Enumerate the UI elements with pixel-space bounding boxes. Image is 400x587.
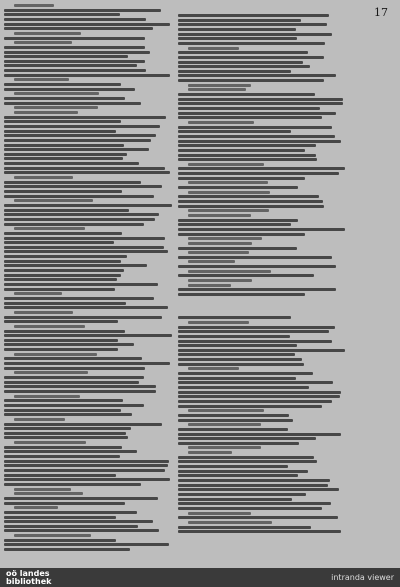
directory-entry-line	[178, 414, 289, 417]
directory-entry-line	[178, 98, 343, 101]
directory-entry-line	[178, 381, 333, 384]
directory-entry-line	[4, 209, 129, 212]
directory-entry-line	[178, 465, 288, 468]
directory-entry-line	[188, 521, 272, 524]
directory-entry-line	[178, 200, 323, 203]
viewer-footer	[0, 568, 400, 587]
directory-entry-line	[178, 265, 336, 268]
directory-entry-line	[178, 428, 288, 431]
directory-entry-line	[4, 413, 132, 416]
directory-entry-line	[4, 302, 126, 305]
directory-entry-line	[188, 251, 249, 254]
directory-entry-line	[178, 233, 305, 236]
directory-entry-line	[4, 409, 121, 412]
directory-entry-line	[4, 399, 123, 402]
directory-entry-line	[4, 283, 158, 286]
directory-entry-line	[178, 288, 336, 291]
directory-entry-line	[178, 14, 329, 17]
directory-entry-line	[178, 126, 332, 129]
directory-entry-line	[4, 167, 165, 170]
directory-entry-line	[14, 441, 86, 444]
directory-entry-line	[178, 353, 295, 356]
directory-entry-line	[178, 167, 345, 170]
directory-entry-line	[178, 493, 306, 496]
directory-entry-line	[188, 512, 251, 515]
directory-entry-line	[4, 46, 145, 49]
directory-entry-line	[178, 33, 332, 36]
directory-entry-line	[4, 27, 153, 30]
directory-entry-line	[4, 502, 125, 505]
directory-entry-line	[188, 260, 235, 263]
directory-entry-line	[178, 405, 322, 408]
text-column-right	[178, 14, 348, 562]
directory-entry-line	[178, 391, 341, 394]
directory-entry-line	[178, 386, 309, 389]
directory-entry-line	[188, 284, 231, 287]
directory-entry-line	[4, 525, 138, 528]
directory-entry-line	[4, 427, 131, 430]
directory-entry-line	[4, 264, 147, 267]
directory-entry-line	[4, 153, 127, 156]
directory-entry-line	[178, 177, 305, 180]
directory-entry-line	[14, 176, 73, 179]
directory-entry-line	[188, 242, 252, 245]
directory-entry-line	[178, 42, 325, 45]
directory-entry-line	[4, 204, 172, 207]
directory-entry-line	[4, 88, 135, 91]
directory-entry-line	[178, 419, 293, 422]
text-column-left	[4, 4, 174, 552]
directory-entry-line	[178, 326, 335, 329]
directory-entry-line	[188, 270, 271, 273]
directory-entry-line	[14, 506, 58, 509]
directory-entry-line	[178, 498, 292, 501]
directory-entry-line	[4, 260, 121, 263]
directory-entry-line	[178, 340, 332, 343]
directory-entry-line	[178, 116, 322, 119]
directory-entry-line	[178, 61, 303, 64]
directory-entry-line	[178, 144, 316, 147]
directory-entry-line	[4, 450, 137, 453]
directory-entry-line	[178, 516, 338, 519]
directory-entry-line	[4, 74, 170, 77]
directory-entry-line	[4, 69, 146, 72]
directory-entry-line	[4, 18, 146, 21]
directory-entry-line	[178, 344, 297, 347]
directory-entry-line	[4, 474, 116, 477]
directory-entry-line	[178, 335, 290, 338]
directory-entry-line	[188, 163, 264, 166]
directory-entry-line	[178, 37, 297, 40]
directory-entry-line	[4, 218, 155, 221]
directory-entry-line	[4, 232, 122, 235]
directory-entry-line	[4, 250, 168, 253]
directory-entry-line	[178, 28, 296, 31]
directory-entry-line	[4, 316, 162, 319]
directory-entry-line	[178, 74, 336, 77]
directory-entry-line	[4, 64, 137, 67]
directory-entry-line	[14, 395, 80, 398]
directory-entry-line	[178, 479, 330, 482]
directory-entry-line	[178, 65, 310, 68]
directory-entry-line	[4, 436, 128, 439]
directory-entry-line	[4, 385, 156, 388]
directory-entry-line	[4, 446, 122, 449]
directory-entry-line	[178, 437, 316, 440]
directory-entry-line	[188, 181, 268, 184]
directory-entry-line	[4, 246, 164, 249]
directory-entry-line	[178, 526, 311, 529]
directory-entry-line	[14, 534, 91, 537]
directory-entry-line	[178, 363, 304, 366]
directory-entry-line	[4, 497, 158, 500]
directory-entry-line	[4, 390, 156, 393]
directory-entry-line	[4, 83, 121, 86]
directory-entry-line	[178, 158, 317, 161]
directory-entry-line	[178, 149, 305, 152]
directory-entry-line	[178, 154, 316, 157]
directory-entry-line	[4, 357, 142, 360]
directory-entry-line	[14, 111, 78, 114]
directory-entry-line	[4, 60, 145, 63]
directory-entry-line	[4, 102, 141, 105]
directory-entry-line	[4, 348, 118, 351]
directory-entry-line	[188, 47, 239, 50]
directory-entry-line	[178, 256, 332, 259]
directory-entry-line	[4, 116, 166, 119]
directory-entry-line	[188, 367, 239, 370]
directory-entry-line	[4, 297, 154, 300]
directory-entry-line	[4, 455, 120, 458]
viewer-credit: intranda viewer	[331, 573, 394, 582]
directory-entry-line	[178, 112, 336, 115]
directory-entry-line	[4, 185, 162, 188]
directory-entry-line	[4, 432, 126, 435]
directory-entry-line	[4, 162, 139, 165]
directory-entry-line	[178, 228, 345, 231]
directory-entry-line	[4, 343, 134, 346]
directory-entry-line	[14, 78, 69, 81]
directory-entry-line	[14, 199, 93, 202]
directory-entry-line	[4, 362, 170, 365]
directory-entry-line	[178, 433, 341, 436]
directory-entry-line	[178, 140, 341, 143]
directory-entry-line	[178, 349, 345, 352]
directory-entry-line	[4, 288, 115, 291]
directory-entry-line	[178, 377, 296, 380]
directory-entry-line	[14, 32, 81, 35]
directory-entry-line	[188, 191, 270, 194]
directory-entry-line	[178, 456, 314, 459]
directory-entry-line	[4, 520, 153, 523]
directory-entry-line	[4, 269, 124, 272]
directory-entry-line	[178, 70, 291, 73]
directory-entry-line	[4, 51, 150, 54]
directory-entry-line	[4, 306, 168, 309]
directory-entry-line	[178, 195, 319, 198]
directory-entry-line	[188, 409, 264, 412]
directory-entry-line	[178, 186, 298, 189]
directory-entry-line	[4, 213, 159, 216]
directory-entry-line	[178, 79, 324, 82]
directory-entry-line	[188, 279, 252, 282]
directory-entry-line	[188, 321, 249, 324]
directory-entry-line	[178, 530, 341, 533]
directory-entry-line	[4, 190, 122, 193]
directory-entry-line	[14, 371, 88, 374]
directory-entry-line	[178, 488, 339, 491]
directory-entry-line	[4, 460, 169, 463]
library-logo[interactable]	[6, 570, 51, 586]
directory-entry-line	[188, 84, 251, 87]
directory-entry-line	[4, 139, 151, 142]
directory-entry-line	[14, 325, 85, 328]
directory-entry-line	[4, 320, 118, 323]
directory-entry-line	[178, 219, 298, 222]
directory-entry-line	[14, 418, 65, 421]
directory-entry-line	[188, 446, 261, 449]
directory-entry-line	[178, 102, 343, 105]
directory-entry-line	[4, 120, 121, 123]
directory-entry-line	[4, 539, 116, 542]
directory-entry-line	[4, 339, 118, 342]
directory-entry-line	[4, 157, 123, 160]
directory-entry-line	[178, 460, 317, 463]
directory-entry-line	[14, 227, 85, 230]
directory-entry-line	[178, 19, 301, 22]
directory-entry-line	[4, 134, 156, 137]
directory-entry-line	[178, 358, 302, 361]
directory-entry-line	[4, 171, 170, 174]
directory-entry-line	[4, 237, 165, 240]
directory-entry-line	[14, 92, 99, 95]
directory-entry-line	[4, 241, 114, 244]
directory-entry-line	[14, 492, 83, 495]
directory-entry-line	[188, 88, 246, 91]
directory-entry-line	[178, 484, 328, 487]
directory-entry-line	[4, 478, 170, 481]
directory-entry-line	[178, 172, 339, 175]
directory-entry-line	[4, 464, 168, 467]
directory-entry-line	[178, 23, 327, 26]
logo-line-2: bibliothek	[6, 576, 52, 586]
directory-entry-line	[4, 9, 161, 12]
directory-entry-line	[178, 274, 314, 277]
directory-entry-line	[188, 423, 261, 426]
directory-entry-line	[4, 278, 117, 281]
directory-entry-line	[4, 144, 124, 147]
directory-entry-line	[178, 395, 340, 398]
directory-entry-line	[4, 330, 125, 333]
directory-entry-line	[14, 41, 72, 44]
directory-entry-line	[178, 316, 291, 319]
directory-entry-line	[4, 97, 125, 100]
directory-entry-line	[4, 404, 144, 407]
directory-entry-line	[178, 56, 324, 59]
directory-entry-line	[4, 148, 149, 151]
directory-entry-line	[188, 214, 251, 217]
directory-entry-line	[178, 247, 297, 250]
directory-entry-line	[178, 135, 335, 138]
directory-entry-line	[178, 400, 332, 403]
directory-entry-line	[178, 293, 305, 296]
directory-entry-line	[4, 516, 116, 519]
directory-entry-line	[4, 469, 165, 472]
directory-entry-line	[4, 423, 162, 426]
directory-entry-line	[4, 223, 144, 226]
directory-entry-line	[14, 353, 97, 356]
directory-entry-line	[4, 548, 130, 551]
directory-entry-line	[14, 488, 71, 491]
directory-entry-line	[178, 507, 322, 510]
directory-entry-line	[4, 529, 159, 532]
directory-entry-line	[178, 502, 331, 505]
directory-entry-line	[178, 470, 308, 473]
directory-entry-line	[178, 130, 291, 133]
directory-entry-line	[4, 274, 121, 277]
directory-entry-line	[4, 13, 120, 16]
directory-entry-line	[188, 237, 262, 240]
directory-entry-line	[178, 442, 299, 445]
directory-entry-line	[178, 474, 298, 477]
directory-entry-line	[14, 311, 73, 314]
directory-entry-line	[14, 292, 62, 295]
directory-entry-line	[4, 511, 137, 514]
directory-entry-line	[178, 330, 329, 333]
directory-entry-line	[4, 334, 172, 337]
directory-entry-line	[178, 93, 315, 96]
directory-entry-line	[178, 205, 324, 208]
directory-entry-line	[4, 543, 169, 546]
directory-entry-line	[4, 37, 145, 40]
logo-line-1: oö landes	[6, 568, 50, 578]
directory-entry-line	[4, 195, 154, 198]
directory-entry-line	[188, 121, 254, 124]
directory-entry-line	[4, 367, 145, 370]
directory-entry-line	[14, 106, 98, 109]
directory-entry-line	[4, 130, 116, 133]
directory-entry-line	[14, 4, 54, 7]
directory-entry-line	[178, 372, 313, 375]
page-number: 17	[374, 6, 388, 19]
directory-entry-line	[4, 483, 141, 486]
directory-entry-line	[178, 223, 291, 226]
directory-entry-line	[4, 23, 170, 26]
directory-entry-line	[178, 51, 308, 54]
directory-entry-line	[4, 255, 127, 258]
directory-entry-line	[4, 181, 141, 184]
directory-entry-line	[178, 107, 320, 110]
directory-entry-line	[4, 125, 160, 128]
directory-entry-line	[188, 209, 269, 212]
directory-entry-line	[4, 381, 139, 384]
directory-entry-line	[4, 376, 144, 379]
directory-entry-line	[188, 451, 232, 454]
directory-entry-line	[4, 55, 128, 58]
